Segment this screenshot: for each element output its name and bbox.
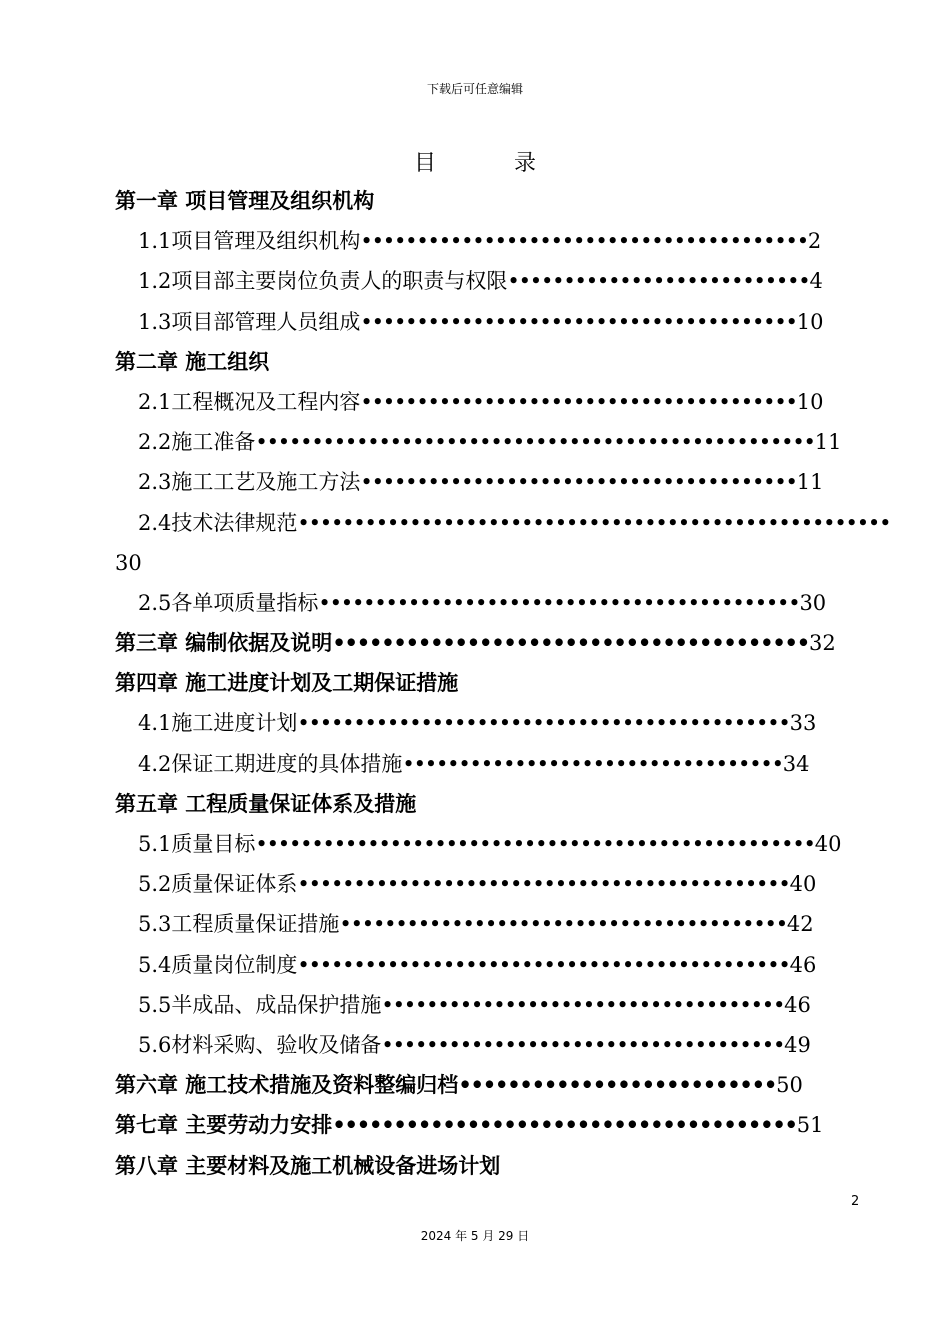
toc-page-number: 2	[807, 229, 822, 254]
toc-section-number: 4.2	[138, 751, 172, 776]
toc-page-number: 34	[782, 751, 810, 776]
toc-chapter-entry	[0, 181, 950, 221]
toc-chapter-entry	[0, 1105, 950, 1145]
toc-page-number: 46	[789, 952, 817, 977]
toc-chapter-title: 第三章 编制依据及说明	[115, 631, 333, 656]
toc-page-number: 49	[784, 1032, 811, 1057]
toc-section-number: 4.1	[138, 711, 172, 736]
toc-section-entry	[0, 503, 950, 543]
toc-chapter-title: 第八章 主要材料及施工机械设备进场计划	[115, 1153, 501, 1178]
toc-chapter-title: 第五章 工程质量保证体系及措施	[115, 791, 417, 816]
toc-page-number: 11	[796, 470, 824, 495]
toc-section-entry	[0, 422, 950, 462]
toc-entry-title: 工程质量保证措施	[171, 912, 340, 937]
toc-chapter-title: 第六章 施工技术措施及资料整编归档	[115, 1073, 459, 1098]
toc-page-number: 46	[784, 992, 811, 1017]
toc-section-entry	[0, 221, 950, 261]
toc-page-number: 10	[796, 389, 824, 414]
toc-leader-dots: •••••••••••••••••••••••••••••••••••••••	[360, 389, 797, 414]
toc-page-number: 4	[809, 269, 823, 294]
toc-leader-dots: ••••••••••••••••••••••••••••••••••••••••	[339, 912, 787, 937]
toc-section-number: 5.6	[138, 1032, 172, 1057]
toc-title-left: 目	[413, 151, 436, 176]
toc-leader-dots: ••••••••••••••••••••••••••	[458, 1072, 777, 1098]
toc-leader-dots: ••••••••••••••••••••••••••••••••••••••••••••	[297, 872, 790, 897]
toc-leader-dots: •••••••••••••••••••••••••••••••••••••••	[360, 309, 797, 334]
toc-leader-dots: ••••••••••••••••••••••••••••••••••••	[381, 992, 785, 1017]
toc-leader-dots: •••••••••••••••••••••••••••••••••••••••••••	[318, 590, 800, 615]
toc-page-number: 10	[796, 309, 824, 334]
toc-page-number: 32	[809, 631, 836, 656]
toc-entry-title: 质量岗位制度	[171, 952, 298, 977]
toc-leader-dots: ••••••••••••••••••••••••••••••••••	[402, 751, 783, 776]
toc-continuation	[0, 543, 950, 583]
toc-section-number: 2.1	[138, 389, 172, 414]
toc-entry-title: 保证工期进度的具体措施	[171, 751, 403, 776]
toc-section-entry	[0, 824, 950, 864]
toc-chapter-entry	[0, 784, 950, 824]
toc-leader-dots: ••••••••••••••••••••••••••••••••••••••	[332, 1112, 797, 1138]
toc-leader-dots: ••••••••••••••••••••••••••••••••••••••••••••••••••	[255, 430, 815, 455]
toc-entry-title: 技术法律规范	[171, 510, 298, 535]
toc-leader-dots: •••••••••••••••••••••••••••	[507, 269, 810, 294]
toc-leader-dots: •••••••••••••••••••••••••••••••••••••••	[360, 470, 797, 495]
toc-entry-title: 各单项质量指标	[171, 590, 319, 615]
toc-leader-dots: ••••••••••••••••••••••••••••••••••••••••	[360, 229, 808, 254]
toc-entry-title: 施工工艺及施工方法	[171, 470, 361, 495]
toc-leader-dots: ••••••••••••••••••••••••••••••••••••••••••••	[297, 711, 790, 736]
page-header: 下载后可任意编辑	[426, 82, 523, 96]
toc-section-number: 2.3	[138, 470, 172, 495]
toc-chapter-title: 第二章 施工组织	[115, 349, 270, 374]
toc-entry-title: 施工进度计划	[171, 711, 298, 736]
toc-entry-title: 材料采购、验收及储备	[171, 1032, 382, 1057]
toc-entry-title: 质量目标	[171, 832, 256, 856]
toc-chapter-title: 第一章 项目管理及组织机构	[115, 189, 375, 213]
toc-section-number: 2.5	[138, 590, 172, 615]
toc-chapter-title: 第四章 施工进度计划及工期保证措施	[115, 671, 459, 696]
toc-section-entry	[0, 985, 950, 1025]
toc-section-number: 1.3	[138, 309, 172, 334]
toc-entry-title: 质量保证体系	[171, 872, 298, 897]
toc-section-number: 1.2	[138, 269, 172, 294]
toc-chapter-entry	[0, 1146, 950, 1186]
toc-section-number: 5.1	[138, 832, 172, 856]
toc-page-number: 42	[786, 912, 814, 937]
toc-page-number: 11	[814, 430, 842, 455]
toc-entry-title: 项目部主要岗位负责人的职责与权限	[171, 269, 508, 294]
toc-section-number: 5.3	[138, 912, 172, 937]
toc-section-entry	[0, 864, 950, 904]
toc-page-number: 50	[776, 1073, 803, 1098]
toc-section-number: 1.1	[138, 229, 172, 254]
page-footer-date: 2024 年 5 月 29 日	[420, 1229, 530, 1243]
toc-chapter-title: 第七章 主要劳动力安排	[115, 1113, 333, 1138]
toc-section-number: 2.4	[138, 510, 172, 535]
toc-entry-title: 项目管理及组织机构	[171, 229, 361, 254]
toc-section-entry	[0, 302, 950, 342]
toc-section-number: 5.2	[138, 872, 172, 897]
toc-section-entry	[0, 904, 950, 944]
toc-section-entry	[0, 382, 950, 422]
toc-section-entry	[0, 703, 950, 743]
toc-section-entry	[0, 744, 950, 784]
toc-entry-title: 施工准备	[171, 430, 256, 455]
toc-entry-title: 项目部管理人员组成	[171, 309, 361, 334]
toc-section-number: 2.2	[138, 430, 172, 455]
toc-leader-dots: ••••••••••••••••••••••••••••••••••••••••••••••••••	[255, 832, 815, 856]
toc-section-entry	[0, 261, 950, 301]
toc-page-number: 51	[796, 1113, 824, 1138]
toc-page-number: 40	[814, 832, 842, 856]
toc-leader-dots: ••••••••••••••••••••••••••••••••••••••••••••	[297, 952, 790, 977]
toc-page-number: 33	[789, 711, 817, 736]
toc-leader-dots: ••••••••••••••••••••••••••••••••••••	[381, 1032, 785, 1057]
toc-page-number: 30	[799, 590, 827, 615]
toc-chapter-entry	[0, 663, 950, 703]
toc-section-entry	[0, 945, 950, 985]
toc-section-entry	[0, 1025, 950, 1065]
toc-title	[0, 146, 950, 177]
toc-entry-title: 半成品、成品保护措施	[171, 992, 382, 1017]
toc-chapter-entry	[0, 623, 950, 663]
toc-chapter-entry	[0, 342, 950, 382]
toc-title-right: 录	[514, 151, 537, 176]
toc-section-entry	[0, 583, 950, 623]
toc-leader-dots: •••••••••••••••••••••••••••••••••••••••	[332, 630, 809, 656]
toc-leader-dots: •••••••••••••••••••••••••••••••••••••••••••••••••••••	[297, 510, 891, 535]
page-number: 2	[851, 1194, 860, 1209]
toc-section-entry	[0, 462, 950, 502]
toc-chapter-entry	[0, 1065, 950, 1105]
table-of-contents	[0, 181, 950, 1186]
toc-section-number: 5.4	[138, 952, 172, 977]
toc-section-number: 5.5	[138, 992, 172, 1017]
toc-page-number: 30	[115, 550, 142, 575]
toc-entry-title: 工程概况及工程内容	[171, 389, 361, 414]
toc-page-number: 40	[789, 872, 817, 897]
